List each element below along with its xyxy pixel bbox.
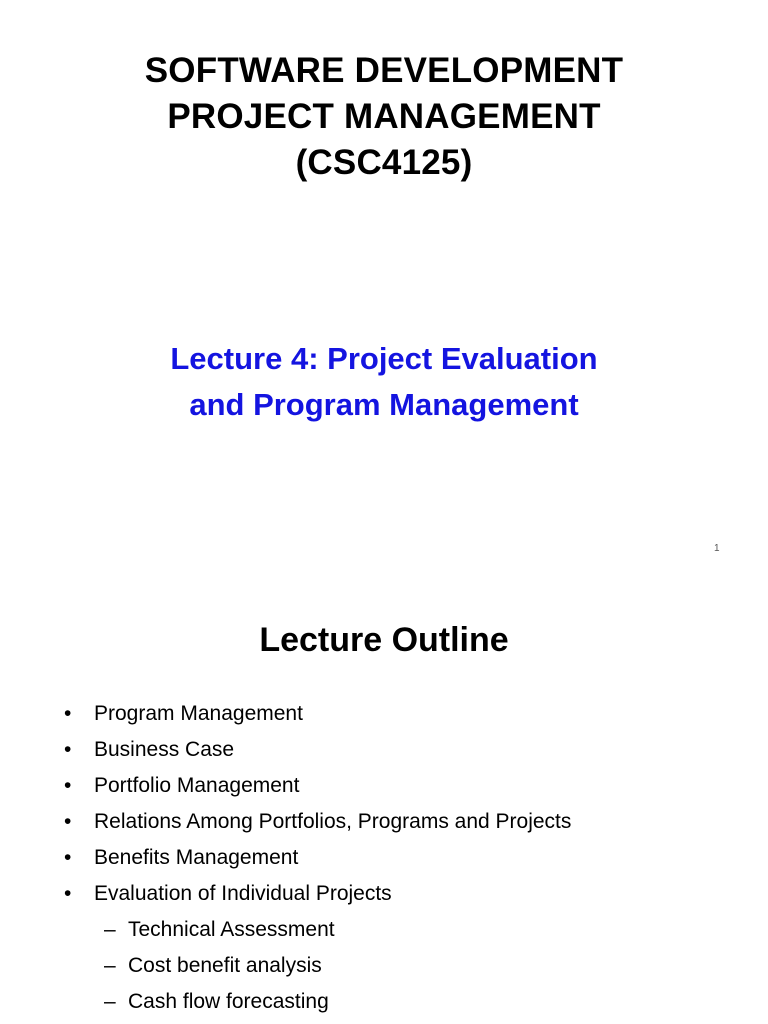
bullet-marker: •: [64, 810, 72, 833]
list-item: [0, 768, 768, 804]
dash-marker: –: [104, 954, 116, 977]
outline-list: [0, 696, 768, 1020]
sub-list-item: [0, 912, 768, 948]
list-item: [0, 840, 768, 876]
lecture-subtitle: [0, 336, 768, 428]
outline-title: Lecture Outline: [259, 621, 509, 659]
list-item-text: Business Case: [94, 738, 235, 761]
bullet-marker: •: [64, 738, 72, 761]
list-item-text: Benefits Management: [94, 846, 299, 869]
bullet-marker: •: [64, 882, 72, 905]
bullet-marker: •: [64, 846, 72, 869]
lecture-subtitle-line-1: Lecture 4: Project Evaluation: [170, 341, 598, 376]
dash-marker: –: [104, 918, 116, 941]
sub-list-item: [0, 948, 768, 984]
bullet-marker: •: [64, 774, 72, 797]
list-item: [0, 732, 768, 768]
sub-list-item: [0, 984, 768, 1020]
list-item: [0, 696, 768, 732]
sub-list-item-text: Cost benefit analysis: [128, 954, 322, 977]
list-item-text: Relations Among Portfolios, Programs and Projects: [94, 810, 572, 833]
list-item: [0, 876, 768, 912]
list-item-text: Portfolio Management: [94, 774, 300, 797]
list-item-text: Evaluation of Individual Projects: [94, 882, 392, 905]
course-title: [0, 48, 768, 186]
course-title-line-2: PROJECT MANAGEMENT: [167, 97, 601, 136]
course-code: (CSC4125): [295, 143, 473, 182]
lecture-subtitle-line-2: and Program Management: [189, 387, 579, 422]
page-number: 1: [714, 543, 720, 554]
dash-marker: –: [104, 990, 116, 1013]
list-item-text: Program Management: [94, 702, 303, 725]
sub-list-item-text: Technical Assessment: [128, 918, 335, 941]
sub-list-item-text: Cash flow forecasting: [128, 990, 329, 1013]
list-item: [0, 804, 768, 840]
bullet-marker: •: [64, 702, 72, 725]
course-title-line-1: SOFTWARE DEVELOPMENT: [144, 51, 624, 90]
slide-outline: [0, 576, 768, 1024]
